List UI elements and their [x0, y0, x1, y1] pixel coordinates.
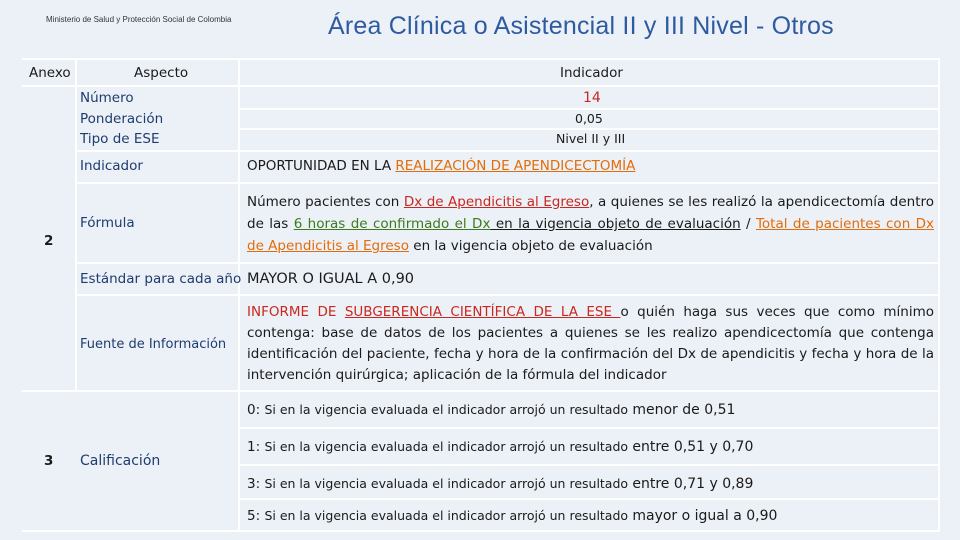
indicador-text-2: REALIZACIÓN DE APENDICECTOMÍA [395, 158, 636, 174]
formula-text-6: / [740, 216, 756, 232]
calificacion-score: 5: [247, 508, 261, 524]
formula-text-4: 6 horas de confirmado el Dx [293, 216, 491, 232]
calificacion-item [247, 437, 753, 457]
table-top-border [22, 58, 940, 60]
formula-text-5: en la vigencia objeto de evaluación [490, 216, 741, 232]
fuente-text-1: INFORME DE [247, 304, 345, 320]
ministry-name: Ministerio de Salud y Protección Social de Colombia [46, 15, 232, 24]
column-header-indicador: Indicador [560, 65, 623, 81]
tipo-ese-value: Nivel II y III [556, 131, 626, 146]
indicador-value [247, 156, 937, 176]
ponderacion-label: Ponderación [80, 111, 164, 127]
calificacion-result: entre 0,51 y 0,70 [632, 439, 754, 455]
calificacion-label: Calificación [80, 453, 161, 469]
calificacion-score: 3: [247, 476, 261, 492]
row-divider-cal-3 [240, 498, 938, 500]
right-border [938, 58, 940, 532]
anexo-3-number: 3 [44, 453, 54, 469]
calificacion-score: 1: [247, 439, 261, 455]
numero-value: 14 [583, 90, 601, 106]
formula-text-8: en la vigencia objeto de evaluación [408, 238, 653, 254]
formula-text-2: Dx de Apendicitis al Egreso [403, 194, 590, 210]
anexo-2-number: 2 [44, 233, 54, 249]
row-divider-formula [77, 262, 938, 264]
formula-text-7: Total de pacientes con Dx de Apendicitis al Egreso [247, 216, 935, 254]
column-header-anexo: Anexo [29, 65, 71, 81]
column-header-aspecto: Aspecto [134, 65, 189, 81]
page-title: Área Clínica o Asistencial II y III Nivel - Otros [328, 12, 834, 40]
formula-value [247, 191, 934, 257]
row-divider-estandar [77, 294, 938, 296]
tipo-ese-label: Tipo de ESE [80, 131, 160, 147]
calificacion-result: menor de 0,51 [632, 402, 736, 418]
indicador-text-1: OPORTUNIDAD EN LA [247, 158, 396, 174]
table-bottom-border [22, 530, 940, 532]
formula-text-3: , a quienes se les realizó la apendicectomía dentro de las [247, 194, 935, 232]
fuente-value [247, 302, 934, 386]
ponderacion-value: 0,05 [575, 111, 603, 126]
col-divider-anexo [75, 58, 77, 390]
fuente-text-2: SUBGERENCIA CIENTÍFICA DE LA ESE [344, 304, 621, 320]
calificacion-prefix: Si en la vigencia evaluada el indicador arrojó un resultado [264, 402, 629, 417]
row-divider-tipo [77, 150, 938, 152]
calificacion-prefix: Si en la vigencia evaluada el indicador arrojó un resultado [264, 439, 629, 454]
calificacion-result: mayor o igual a 0,90 [632, 508, 778, 524]
row-divider-fuente [22, 390, 940, 392]
calificacion-result: entre 0,71 y 0,89 [632, 476, 754, 492]
row-divider-cal-0 [240, 427, 938, 429]
calificacion-prefix: Si en la vigencia evaluada el indicador arrojó un resultado [264, 476, 629, 491]
estandar-label: Estándar para cada año [80, 271, 242, 287]
indicador-label: Indicador [80, 158, 143, 174]
formula-text-1: Número pacientes con [247, 194, 404, 210]
fuente-label: Fuente de Información [80, 337, 227, 352]
calificacion-score: 0: [247, 402, 261, 418]
calificacion-item [247, 506, 777, 526]
formula-label: Fórmula [80, 215, 135, 231]
numero-label: Número [80, 90, 134, 106]
calificacion-item [247, 474, 753, 494]
calificacion-item [247, 400, 735, 420]
header-bottom-border [22, 85, 940, 87]
row-divider-cal-1 [240, 464, 938, 466]
row-divider-indicador [77, 182, 938, 184]
calificacion-prefix: Si en la vigencia evaluada el indicador arrojó un resultado [264, 508, 629, 523]
estandar-value: MAYOR O IGUAL A 0,90 [247, 271, 415, 287]
fuente-text-3: o quién haga sus veces que como mínimo contenga: base de datos de los pacientes a quienes se les realizo apendicectomía que contenga identificación del paciente, fecha y hora de la confirmación del Dx de apendicitis y fecha y hora de la intervención quirúrgica; aplicación de la fórmula del indicador [247, 304, 935, 383]
